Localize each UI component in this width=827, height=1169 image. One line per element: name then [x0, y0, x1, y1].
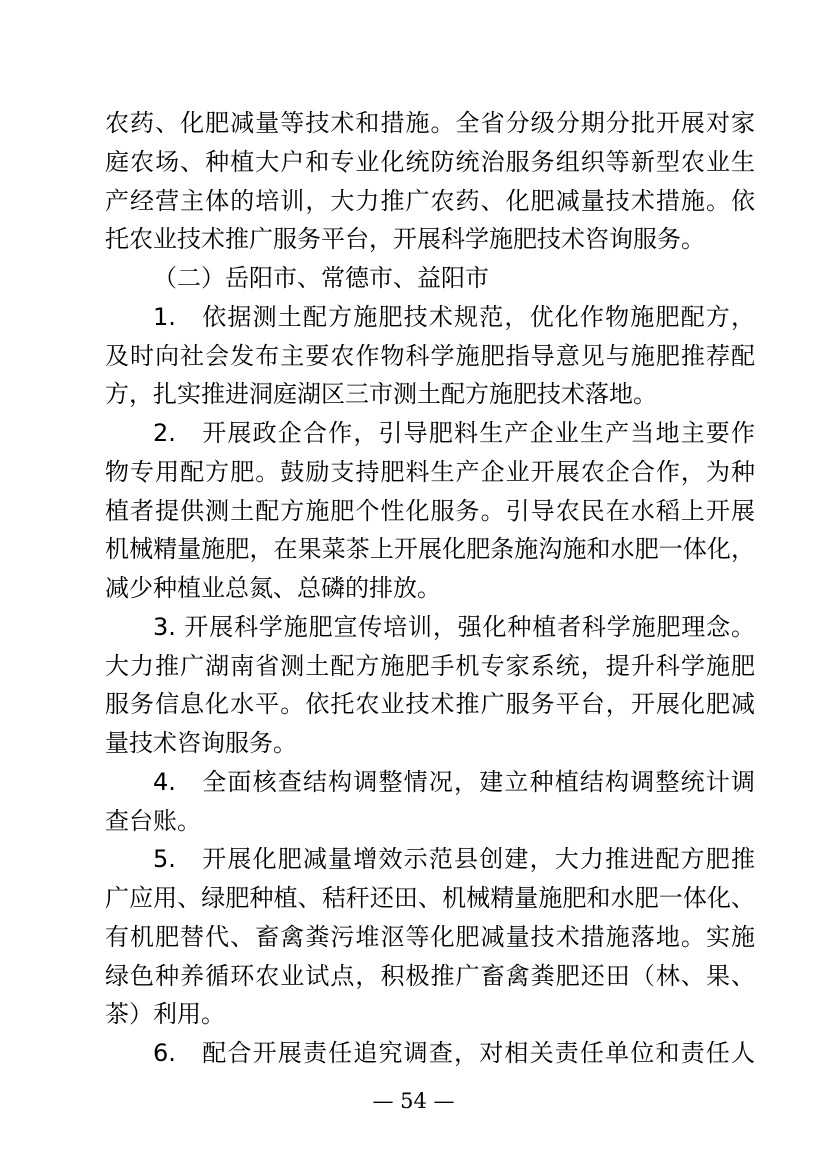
- text-line: 大力推广湖南省测土配方施肥手机专家系统，提升科学施肥: [105, 651, 755, 680]
- text-line: 5. 开展化肥减量增效示范县创建，大力推进配方肥推: [153, 845, 755, 874]
- text-line: 物专用配方肥。鼓励支持肥料生产企业开展农企合作，为种: [105, 457, 755, 486]
- text-line: 及时向社会发布主要农作物科学施肥指导意见与施肥推荐配: [105, 341, 755, 370]
- text-line: 服务信息化水平。依托农业技术推广服务平台，开展化肥减: [105, 690, 755, 719]
- text-line: 广应用、绿肥种植、秸秆还田、机械精量施肥和水肥一体化、: [105, 884, 755, 912]
- text-line: 绿色种养循环农业试点，积极推广畜禽粪肥还田（林、果、: [105, 961, 755, 990]
- text-line: 查台账。: [105, 806, 201, 835]
- text-line: 方，扎实推进洞庭湖区三市测土配方施肥技术落地。: [105, 380, 657, 409]
- text-line: 植者提供测土配方施肥个性化服务。引导农民在水稻上开展: [105, 496, 755, 525]
- text-line: 量技术咨询服务。: [105, 729, 297, 757]
- text-line: 有机肥替代、畜禽粪污堆沤等化肥减量技术措施落地。实施: [105, 922, 755, 951]
- text-line: 3. 开展科学施肥宣传培训，强化种植者科学施肥理念。: [153, 612, 755, 641]
- text-line: 6. 配合开展责任追究调查，对相关责任单位和责任人: [153, 1039, 755, 1067]
- page-number: — 54 —: [372, 1089, 455, 1113]
- text-line: 1. 依据测土配方施肥技术规范，优化作物施肥配方，: [153, 302, 755, 331]
- text-line: 茶）利用。: [105, 1000, 225, 1029]
- text-line: 托农业技术推广服务平台，开展科学施肥技术咨询服务。: [105, 225, 705, 254]
- text-line: 农药、化肥减量等技术和措施。全省分级分期分批开展对家: [105, 109, 755, 137]
- text-line: 2. 开展政企合作，引导肥料生产企业生产当地主要作: [153, 419, 755, 447]
- text-block: [105, 104, 755, 1073]
- section-heading: （二）岳阳市、常德市、益阳市: [153, 264, 489, 292]
- text-line: 产经营主体的培训，大力推广农药、化肥减量技术措施。依: [105, 186, 755, 215]
- text-line: 减少种植业总氮、总磷的排放。: [105, 574, 441, 602]
- text-line: 庭农场、种植大户和专业化统防统治服务组织等新型农业生: [105, 147, 755, 176]
- text-line: 机械精量施肥，在果菜茶上开展化肥条施沟施和水肥一体化，: [105, 535, 755, 564]
- text-line: 4. 全面核查结构调整情况，建立种植结构调整统计调: [153, 767, 755, 796]
